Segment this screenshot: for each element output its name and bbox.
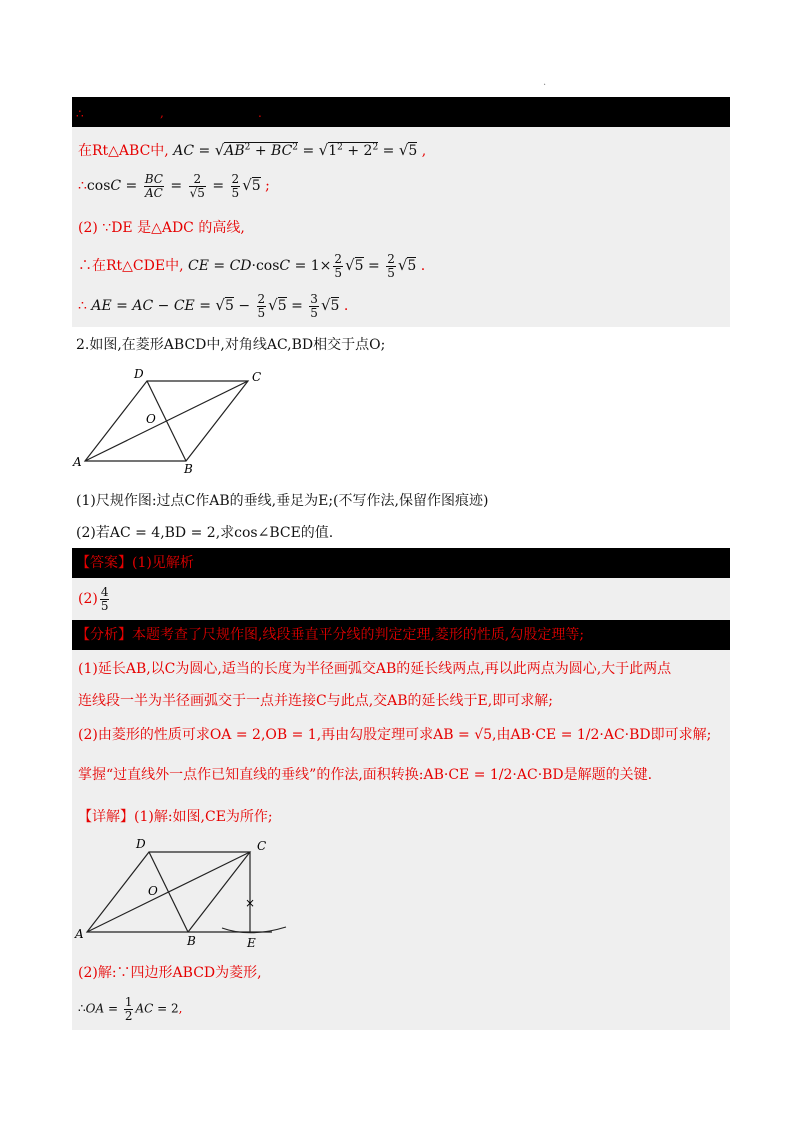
figure-rhombus [70,365,270,475]
answer-label: 【答案】(1)见解析 [76,555,194,571]
question-2-stem: 2.如图,在菱形ABCD中,对角线AC,BD相交于点O; [76,337,386,353]
solution-line-5-tail: . [343,298,349,315]
label-d-2: D [136,837,146,851]
solution-line-1 [78,143,426,158]
answer-part-2-value: $\frac{4}{5}$ [100,585,109,613]
label-a-2: A [75,927,84,941]
answer-part-2-prefix: (2) [78,591,98,608]
analysis-p1-line-2: 连线段一半为半径画弧交于一点并连接C与此点,交AB的延长线于E,即可求解; [78,693,553,709]
solution-continued-block [72,127,730,327]
header-mark-comma: , [160,106,164,120]
solution-header-bar [72,97,730,127]
solution-line-1-lead: 在Rt△ABC中, [78,143,169,159]
analysis-bar [72,620,730,650]
solution-line-4-lead: ∴在Rt△CDE中, [78,258,184,275]
detail-p3: ∴OA = $\frac{1}{2}$ AC = 2, [78,995,183,1023]
solution-line-3: (2) ∵DE 是△ADC 的高线, [78,220,245,236]
analysis-block [72,650,730,800]
solution-line-1-expr: AC = $√AB^2 + BC^2 = √1^2 + 2^2 = √5$ [173,141,418,159]
label-d: D [134,367,144,381]
label-a: A [73,455,82,469]
question-2-part-1: (1)尺规作图:过点C作AB的垂线,垂足为E;(不写作法,保留作图痕迹) [76,493,489,509]
solution-line-1-tail: , [421,143,427,159]
analysis-p3: 掌握“过直线外一点作已知直线的垂线”的作法,面积转换:AB·CE = 1/2·AC·BD是解题的关键. [78,767,653,783]
analysis-p1-line-1: (1)延长AB,以C为圆心,适当的长度为半径画弧交AB的延长线两点,再以此两点为圆心,大于此两点 [78,661,672,677]
analysis-label: 【分析】本题考查了尺规作图,线段垂直平分线的判定定理,菱形的性质,勾股定理等; [76,627,585,643]
solution-line-5: ∴ AE = AC − CE = √5 − $\frac{2}{5}$ √5 = $\frac{3}{5}$ √5 . [78,292,349,320]
detail-block [72,800,730,1030]
header-mark-period: . [258,106,262,120]
arc-cross-mark: × [245,896,256,910]
label-b-2: B [187,934,196,948]
solution-line-2: ∴cosC = $\frac{BC}{AC}$ = $\frac{2}{√5}$ = $\frac{2}{5}$ √5 ; [78,172,270,200]
answer-part-2 [78,586,111,612]
label-e-2: E [247,936,256,950]
label-c: C [252,370,262,384]
header-mark-therefore: ∴ [76,107,84,121]
solution-line-4: ∴在Rt△CDE中, CE = CD·cosC = 1× $\frac{2}{5}$ √5 = $\frac{2}{5}$ √5 . [78,252,426,280]
analysis-p2: (2)由菱形的性质可求OA = 2,OB = 1,再由勾股定理可求AB = √5,由AB·CE = 1/2·AC·BD即可求解; [78,727,712,743]
solution-line-2-tail: ; [265,178,270,195]
corner-mark: . [543,77,547,88]
label-o: O [146,412,156,426]
solution-line-4-tail: . [420,258,426,275]
label-c-2: C [257,839,267,853]
detail-p2: (2)解:∵四边形ABCD为菱形, [78,965,262,981]
solution-line-5-lead: ∴ [78,298,87,315]
answer-block [72,578,730,620]
label-b: B [184,462,193,475]
answer-bar [72,548,730,578]
figure-rhombus-construction [72,834,302,952]
detail-label-text: 【详解】(1)解:如图,CE为所作; [78,809,273,825]
question-2-part-2: (2)若AC = 4,BD = 2,求cos∠BCE的值. [76,525,334,541]
label-o-2: O [148,884,158,898]
detail-label [78,810,273,824]
